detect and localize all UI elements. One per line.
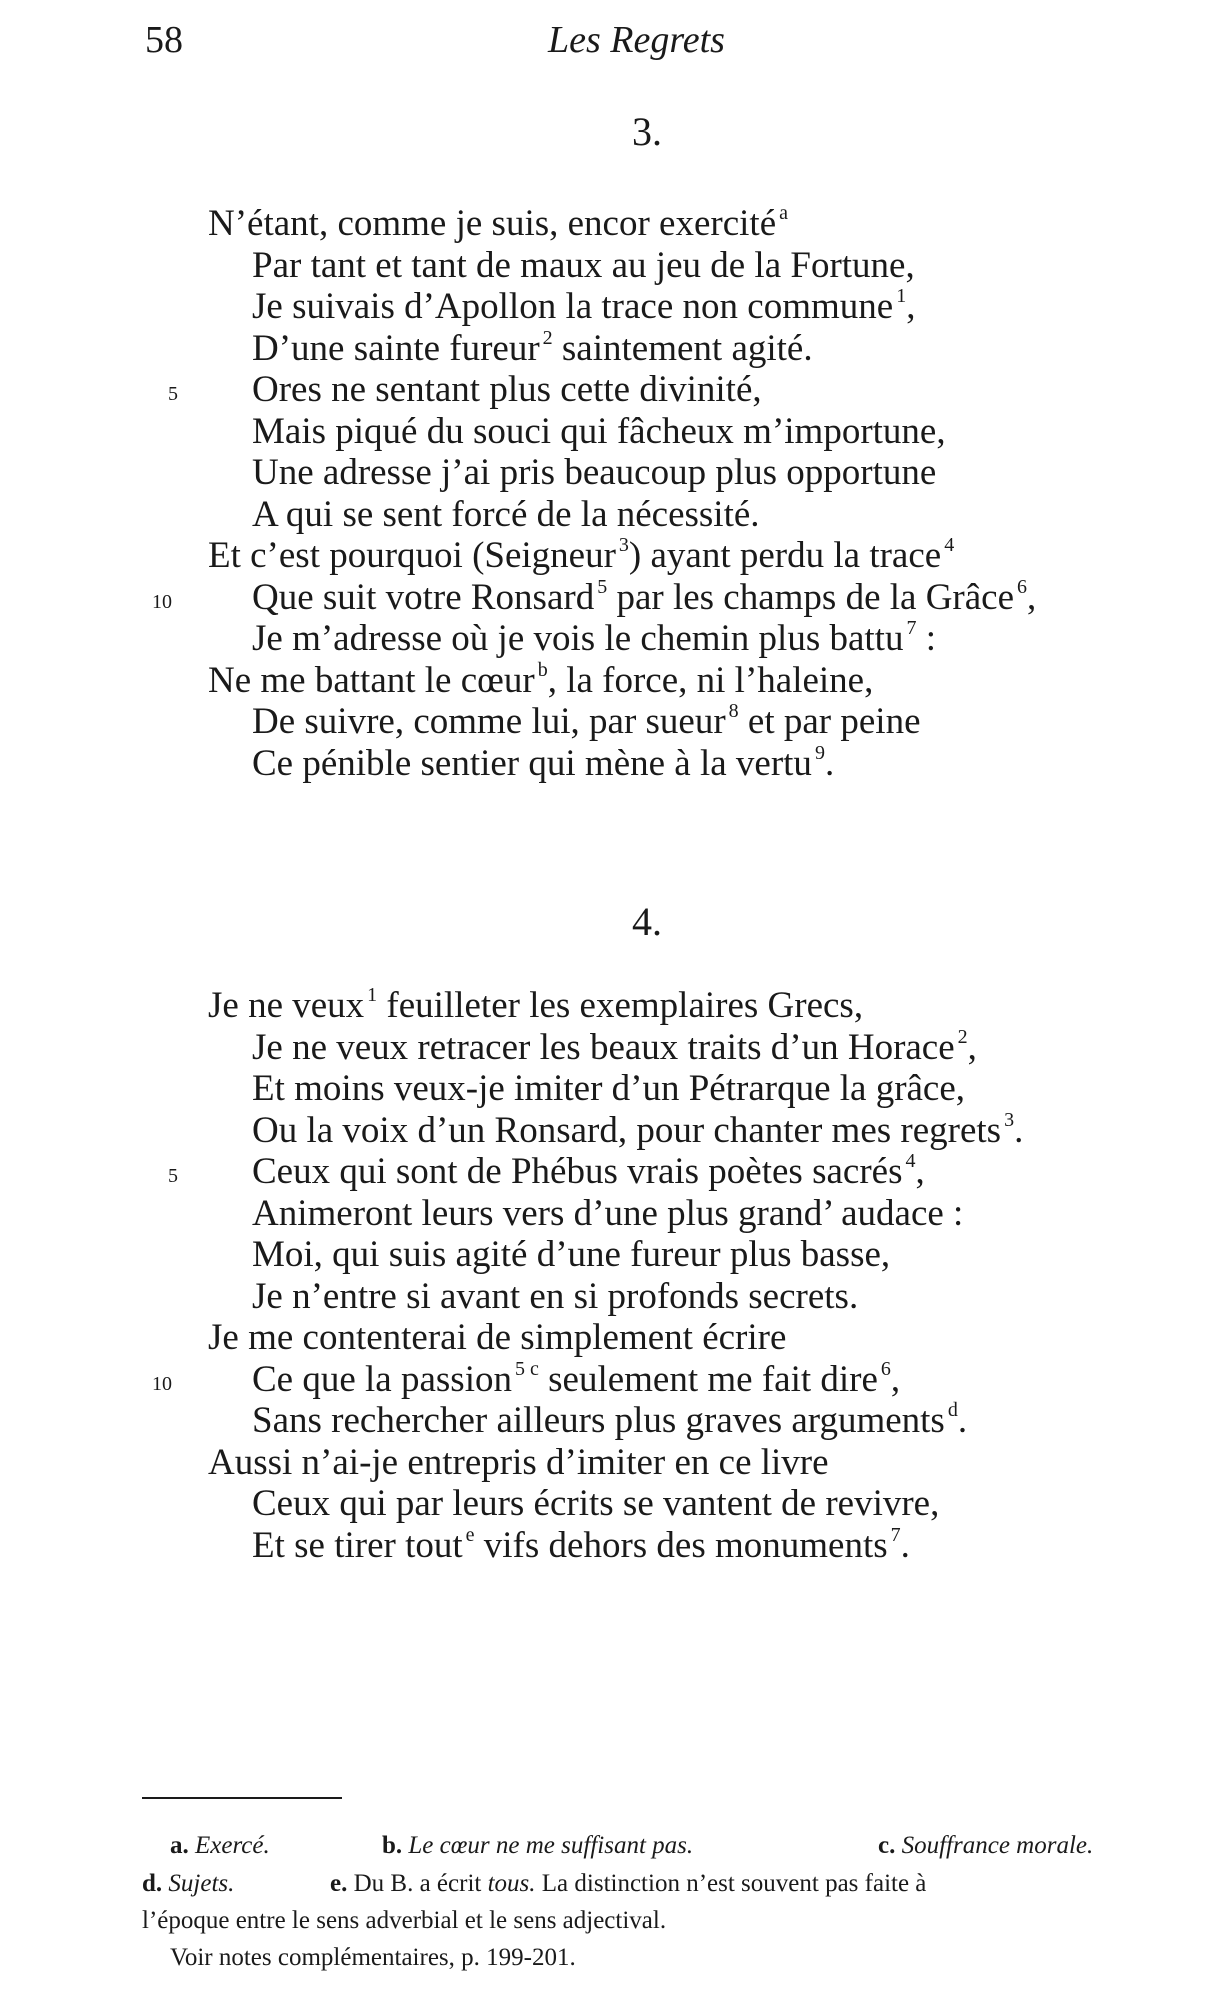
- verse-text: .: [957, 1400, 968, 1441]
- footnote-line: [382, 1832, 693, 1860]
- verse-line: [252, 1027, 977, 1074]
- footnote-text: Sujets.: [168, 1870, 235, 1897]
- verse-line: [208, 1442, 829, 1484]
- verse-text: Je me contenterai de simplement écrire: [208, 1317, 787, 1358]
- verse-text: Je suivais d’Apollon la trace non commune: [252, 286, 894, 327]
- verse-line: [252, 701, 921, 748]
- verse-line: [252, 1525, 910, 1572]
- verse-line: [252, 1151, 925, 1198]
- verse-text: Une adresse j’ai pris beaucoup plus opportune: [252, 452, 937, 493]
- verse-line: [252, 1234, 890, 1276]
- verse-text: Que suit votre Ronsard: [252, 576, 595, 618]
- verse-line: [252, 411, 946, 453]
- verse-line: [252, 369, 762, 411]
- footnote-key: e.: [330, 1870, 348, 1897]
- verse-line: [252, 328, 813, 375]
- verse-line: [208, 203, 788, 250]
- verse-line: [208, 660, 873, 707]
- footnote-rule: [142, 1797, 342, 1799]
- footnote-line: Voir notes complémentaires, p. 199-201.: [170, 1944, 576, 1971]
- verse-text: et par peine: [738, 701, 921, 742]
- verse-text: Sans rechercher ailleurs plus graves arguments: [252, 1400, 945, 1441]
- footnote-text: Souffrance morale.: [901, 1832, 1094, 1859]
- verse-text: .: [824, 742, 835, 784]
- verse-text: N’étant, comme je suis, encor exercité: [208, 203, 777, 244]
- verse-line: [208, 535, 954, 582]
- verse-text: De suivre, comme lui, par sueur: [252, 701, 726, 742]
- verse-line: [252, 743, 834, 790]
- verse-line: [252, 1359, 900, 1406]
- footnote-key: b.: [382, 1832, 403, 1859]
- verse-text: seulement me fait dire: [538, 1358, 878, 1400]
- verse-line: [252, 618, 936, 665]
- note-ref: 3: [618, 534, 629, 556]
- sonnet-number: 3.: [632, 109, 662, 154]
- verse-line: [252, 577, 1036, 624]
- verse-text: ,: [915, 1151, 925, 1192]
- verse-text: ,: [906, 286, 916, 327]
- note-ref: 5 c: [514, 1357, 539, 1380]
- verse-text: ,: [967, 1026, 977, 1068]
- footnote-line: l’époque entre le sens adverbial et le sens adjectival.: [142, 1907, 667, 1934]
- verse-text: Ceux qui sont de Phébus vrais poètes sacrés: [252, 1151, 903, 1192]
- line-number: 10: [152, 590, 172, 613]
- footnote-line: [142, 1870, 234, 1898]
- note-ref: 8: [728, 700, 739, 722]
- verse-text: , la force, ni l’haleine,: [547, 659, 874, 701]
- verse-text: saintement agité.: [552, 327, 813, 369]
- note-ref: 4: [944, 534, 955, 556]
- verse-text: Ceux qui par leurs écrits se vantent de revivre,: [252, 1483, 940, 1524]
- note-ref: 4: [905, 1150, 916, 1172]
- footnote-key: d.: [142, 1870, 163, 1897]
- note-ref: a: [779, 202, 789, 224]
- verse-text: :: [916, 618, 936, 659]
- verse-text: Ores ne sentant plus cette divinité,: [252, 369, 762, 410]
- verse-text: .: [900, 1524, 910, 1566]
- verse-text: ) ayant perdu la trace: [628, 535, 942, 576]
- note-ref: 2: [542, 326, 553, 349]
- verse-line: [252, 245, 915, 287]
- verse-text: Ce pénible sentier qui mène à la vertu: [252, 742, 812, 784]
- verse-text: Et moins veux-je imiter d’un Pétrarque la grâce,: [252, 1068, 966, 1109]
- verse-text: vifs dehors des monuments: [474, 1524, 888, 1566]
- verse-text: Mais piqué du souci qui fâcheux m’importune,: [252, 410, 946, 452]
- verse-text: ,: [890, 1358, 901, 1400]
- note-ref: 2: [957, 1025, 968, 1048]
- verse-text: Je n’entre si avant en si profonds secrets.: [252, 1275, 859, 1317]
- footnote-text: Du B. a écrit: [353, 1870, 482, 1897]
- note-ref: 6: [880, 1357, 891, 1380]
- verse-text: Animeront leurs vers d’une plus grand’ audace :: [252, 1192, 964, 1234]
- verse-line: [252, 1400, 967, 1447]
- note-ref: d: [947, 1399, 958, 1421]
- footnote-key: a.: [170, 1832, 189, 1859]
- footnote-key: c.: [878, 1832, 896, 1859]
- verse-text: .: [1014, 1109, 1024, 1151]
- verse-text: Je ne veux: [208, 985, 365, 1026]
- footnote-text: tous.: [487, 1870, 536, 1897]
- line-number: 10: [152, 1372, 172, 1395]
- verse-text: D’une sainte fureur: [252, 327, 540, 369]
- footnote-line: [170, 1832, 270, 1860]
- verse-text: Aussi n’ai-je entrepris d’imiter en ce livre: [208, 1441, 829, 1483]
- footnote-line: [878, 1832, 1093, 1860]
- line-number: 5: [168, 1165, 178, 1187]
- note-ref: 3: [1004, 1108, 1015, 1131]
- verse-line: [208, 1317, 786, 1359]
- verse-line: [252, 1068, 965, 1110]
- footnote-text: La distinction n’est souvent pas faite à: [541, 1870, 927, 1897]
- running-title: Les Regrets: [548, 19, 725, 61]
- verse-text: par les champs de la Grâce: [607, 576, 1015, 618]
- verse-text: ,: [1027, 576, 1037, 618]
- note-ref: e: [465, 1523, 475, 1546]
- footnote-text: Le cœur ne me suffisant pas.: [408, 1832, 694, 1859]
- footnote-line: [330, 1870, 926, 1898]
- verse-text: A qui se sent forcé de la nécessité.: [252, 493, 760, 535]
- page-number: 58: [145, 19, 183, 61]
- footnote-text: Exercé.: [195, 1832, 270, 1859]
- verse-text: Par tant et tant de maux au jeu de la Fortune,: [252, 244, 915, 286]
- verse-line: [252, 286, 915, 333]
- verse-text: Je ne veux retracer les beaux traits d’un Horace: [252, 1026, 955, 1068]
- verse-text: feuilleter les exemplaires Grecs,: [377, 985, 864, 1026]
- verse-text: Et se tirer tout: [252, 1524, 463, 1566]
- line-number: 5: [168, 383, 178, 405]
- note-ref: 7: [906, 617, 917, 639]
- verse-text: Ne me battant le cœur: [208, 659, 535, 701]
- note-ref: 6: [1017, 575, 1028, 598]
- sonnet-number: 4.: [632, 899, 662, 944]
- verse-line: [252, 494, 760, 536]
- verse-line: [252, 1276, 858, 1318]
- verse-line: [252, 1193, 963, 1235]
- note-ref: 7: [890, 1523, 901, 1546]
- verse-text: Ou la voix d’un Ronsard, pour chanter mes regrets: [252, 1109, 1002, 1151]
- verse-text: Ce que la passion: [252, 1358, 512, 1400]
- verse-text: Moi, qui suis agité d’une fureur plus basse,: [252, 1234, 891, 1275]
- verse-line: [252, 452, 936, 494]
- note-ref: 9: [814, 741, 825, 764]
- verse-line: [208, 985, 863, 1032]
- note-ref: b: [537, 658, 548, 681]
- verse-text: Et c’est pourquoi (Seigneur: [208, 535, 616, 576]
- note-ref: 5: [597, 575, 608, 598]
- verse-text: Je m’adresse où je vois le chemin plus battu: [252, 618, 904, 659]
- note-ref: 1: [896, 285, 907, 307]
- note-ref: 1: [367, 984, 378, 1006]
- verse-line: [252, 1483, 939, 1525]
